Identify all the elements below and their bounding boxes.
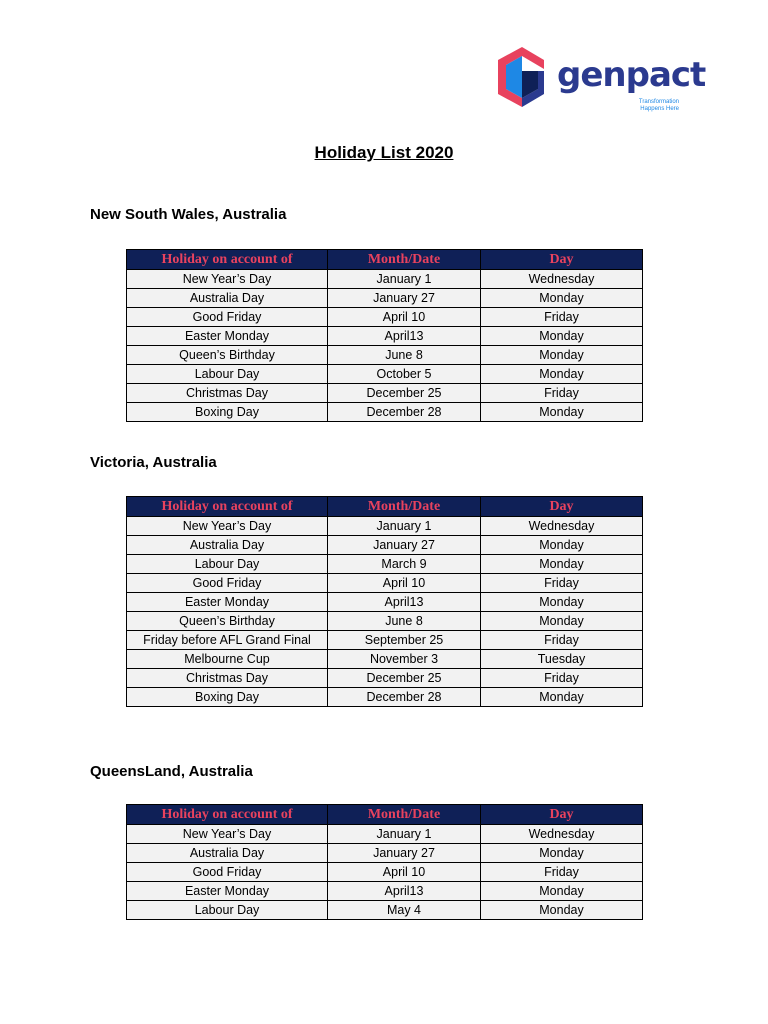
table-row (127, 327, 643, 346)
table-row (127, 384, 643, 403)
holiday-cell: Easter Monday (127, 327, 328, 346)
genpact-wordmark: genpact (557, 55, 706, 95)
date-cell: June 8 (328, 346, 481, 365)
day-cell: Monday (481, 901, 643, 920)
date-cell: April 10 (328, 308, 481, 327)
holiday-cell: New Year’s Day (127, 517, 328, 536)
day-cell: Monday (481, 593, 643, 612)
holiday-cell: Good Friday (127, 574, 328, 593)
day-cell: Wednesday (481, 270, 643, 289)
day-cell: Wednesday (481, 517, 643, 536)
table-row (127, 901, 643, 920)
holiday-cell: New Year’s Day (127, 825, 328, 844)
holiday-cell: Queen’s Birthday (127, 612, 328, 631)
date-cell: December 28 (328, 688, 481, 707)
date-cell: April 10 (328, 574, 481, 593)
section-title-nsw: New South Wales, Australia (90, 206, 287, 223)
table-row (127, 650, 643, 669)
holiday-cell: Friday before AFL Grand Final (127, 631, 328, 650)
table-row (127, 555, 643, 574)
day-cell: Monday (481, 346, 643, 365)
table-row (127, 574, 643, 593)
table-row (127, 365, 643, 384)
date-cell: December 25 (328, 669, 481, 688)
day-cell: Monday (481, 403, 643, 422)
table-row (127, 863, 643, 882)
day-cell: Monday (481, 882, 643, 901)
header-holiday: Holiday on account of (127, 497, 328, 517)
table-row (127, 825, 643, 844)
date-cell: January 1 (328, 517, 481, 536)
table-row (127, 669, 643, 688)
day-cell: Monday (481, 688, 643, 707)
table-row (127, 346, 643, 365)
date-cell: December 25 (328, 384, 481, 403)
holiday-cell: Australia Day (127, 536, 328, 555)
holiday-cell: Easter Monday (127, 882, 328, 901)
date-cell: April13 (328, 882, 481, 901)
document-title: Holiday List 2020 (314, 143, 454, 162)
table-header-row (127, 805, 643, 825)
day-cell: Monday (481, 289, 643, 308)
genpact-cube-icon (496, 45, 548, 113)
date-cell: September 25 (328, 631, 481, 650)
date-cell: April 10 (328, 863, 481, 882)
holiday-cell: Easter Monday (127, 593, 328, 612)
table-row (127, 517, 643, 536)
holiday-cell: Labour Day (127, 901, 328, 920)
table-row (127, 631, 643, 650)
table-row (127, 612, 643, 631)
day-cell: Tuesday (481, 650, 643, 669)
day-cell: Friday (481, 384, 643, 403)
holiday-cell: Boxing Day (127, 688, 328, 707)
table-header-row (127, 497, 643, 517)
day-cell: Monday (481, 327, 643, 346)
holiday-cell: Christmas Day (127, 669, 328, 688)
day-cell: Friday (481, 631, 643, 650)
header-day: Day (481, 497, 643, 517)
table-row (127, 844, 643, 863)
header-day: Day (481, 250, 643, 270)
genpact-logo (496, 45, 706, 125)
table-header-row (127, 250, 643, 270)
day-cell: Monday (481, 365, 643, 384)
holiday-table-victoria (126, 496, 643, 707)
date-cell: April13 (328, 593, 481, 612)
header-holiday: Holiday on account of (127, 805, 328, 825)
table-row (127, 593, 643, 612)
table-row (127, 403, 643, 422)
day-cell: Friday (481, 669, 643, 688)
table-row (127, 308, 643, 327)
section-title-queensland: QueensLand, Australia (90, 763, 253, 780)
date-cell: June 8 (328, 612, 481, 631)
holiday-table-queensland (126, 804, 643, 920)
holiday-cell: Australia Day (127, 844, 328, 863)
date-cell: January 27 (328, 536, 481, 555)
holiday-cell: Boxing Day (127, 403, 328, 422)
holiday-table-nsw (126, 249, 643, 422)
header-date: Month/Date (328, 497, 481, 517)
holiday-cell: Labour Day (127, 555, 328, 574)
date-cell: May 4 (328, 901, 481, 920)
day-cell: Friday (481, 574, 643, 593)
table-row (127, 270, 643, 289)
header-holiday: Holiday on account of (127, 250, 328, 270)
date-cell: January 27 (328, 844, 481, 863)
date-cell: December 28 (328, 403, 481, 422)
holiday-cell: Good Friday (127, 863, 328, 882)
section-title-victoria: Victoria, Australia (90, 454, 217, 471)
day-cell: Friday (481, 308, 643, 327)
day-cell: Monday (481, 536, 643, 555)
holiday-cell: Queen’s Birthday (127, 346, 328, 365)
date-cell: January 27 (328, 289, 481, 308)
day-cell: Monday (481, 555, 643, 574)
date-cell: October 5 (328, 365, 481, 384)
header-date: Month/Date (328, 805, 481, 825)
table-row (127, 882, 643, 901)
header-date: Month/Date (328, 250, 481, 270)
holiday-cell: Melbourne Cup (127, 650, 328, 669)
day-cell: Friday (481, 863, 643, 882)
logo-tagline: Transformation Happens Here (638, 99, 679, 112)
day-cell: Monday (481, 844, 643, 863)
holiday-cell: New Year’s Day (127, 270, 328, 289)
day-cell: Wednesday (481, 825, 643, 844)
table-row (127, 536, 643, 555)
date-cell: April13 (328, 327, 481, 346)
table-row (127, 688, 643, 707)
date-cell: March 9 (328, 555, 481, 574)
date-cell: January 1 (328, 825, 481, 844)
date-cell: January 1 (328, 270, 481, 289)
holiday-cell: Christmas Day (127, 384, 328, 403)
holiday-cell: Australia Day (127, 289, 328, 308)
header-day: Day (481, 805, 643, 825)
holiday-cell: Labour Day (127, 365, 328, 384)
holiday-cell: Good Friday (127, 308, 328, 327)
day-cell: Monday (481, 612, 643, 631)
date-cell: November 3 (328, 650, 481, 669)
table-row (127, 289, 643, 308)
